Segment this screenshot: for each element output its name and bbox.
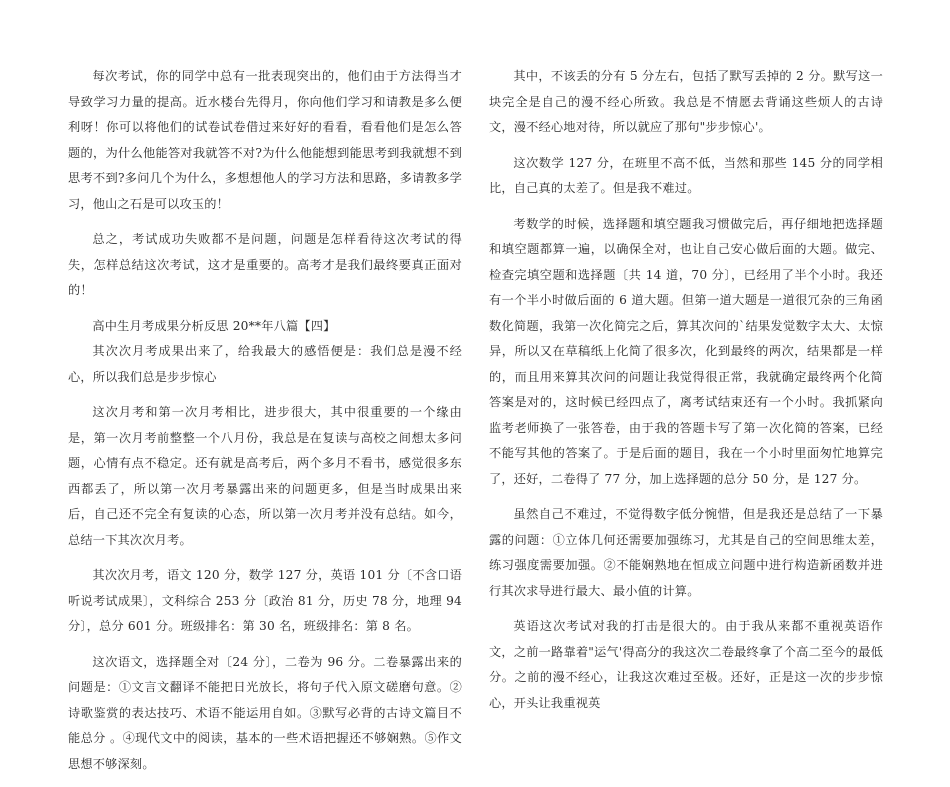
right-column	[489, 64, 883, 726]
paragraph-math-score: 这次数学 127 分，在班里不高不低，当然和那些 145 分的同学相比，自己真的太差了。但是我不难过。	[489, 155, 883, 195]
paragraph-chinese-analysis: 这次语文，选择题全对〔24 分〕，二卷为 96 分。二卷暴露出来的问题是：①文言文翻译不能把日光放长，将句子代入原文磋磨句意。②诗歌鉴赏的表达技巧、术语不能运用自如。③默写必背的古诗文篇目不能总分 。④现代文中的阅读，基本的一些术语把握还不够娴熟。⑤作文思想不够深刻。	[68, 654, 462, 771]
paragraph-english: 英语这次考试对我的打击是很大的。由于我从来都不重视英语作文，之前一路靠着"运气'得高分的我这次二卷最终拿了个高二至今的最低分。之前的漫不经心，让我这次难过至极。还好，正是这一次的步步惊心，开头让我重视英	[489, 619, 883, 710]
paragraph-math-process: 考数学的时候，选择题和填空题我习惯做完后，再仔细地把选择题和填空题都算一遍，以确保全对，也让自己安心做后面的大题。做完、检查完填空题和选择题〔共 14 道，70 分〕，已经用了半个小时。我还有一个半小时做后面的 6 道大题。但第一道大题是一道很冗杂的三角函数化简题，我第一次化简完之后，算其次问的`结果发觉数字太大、太惊异，所以又在草稿纸上化简了很多次，化到最终的两次，结果都是一样的，而且用来算其次问的问题让我觉得很正常，我就确定最终两个化简答案是对的，这时候已经四点了，离考试结束还有一个小时。我抓紧向监考老师换了一张答卷，由于我的答题卡写了第一次化简的答案，已经不能写其他的答案了。于是后面的题目，我在一个小时里面匆忙地算完了，还好，二卷得了 77 分，加上选择题的总分 50 分，是 127 分。	[489, 216, 883, 486]
paragraph-learn-from-classmates: 每次考试，你的同学中总有一批表现突出的，他们由于方法得当才导致学习力量的提高。近水楼台先得月，你向他们学习和请教是多么便利呀！你可以将他们的试卷试卷借过来好好的看看，看看他们是怎么答题的，为什么他能答对我就答不对?为什么他能想到能思考到我就想不到思考不到?多问几个为什么，多想想他人的学习方法和思路，多请教多学习，他山之石是可以攻玉的！	[68, 69, 462, 211]
paragraph-lost-points: 其中，不该丢的分有 5 分左右，包括了默写丢掉的 2 分。默写这一块完全是自己的漫不经心所致。我总是不情愿去背诵这些烦人的古诗文，漫不经心地对待，所以就应了那句"步步惊心'。	[489, 69, 883, 134]
left-column	[68, 64, 462, 787]
paragraph-summary: 总之，考试成功失败都不是问题，问题是怎样看待这次考试的得失，怎样总结这次考试，这才是重要的。高考才是我们最终要真正面对的！	[68, 232, 462, 297]
paragraph-second-exam-insight: 其次次月考成果出来了，给我最大的感悟便是：我们总是漫不经心，所以我们总是步步惊心	[68, 344, 462, 384]
paragraph-progress-comparison: 这次月考和第一次月考相比，进步很大，其中很重要的一个缘由是，第一次月考前整整一个八月份，我总是在复读与高校之间想太多问题，心情有点不稳定。还有就是高考后，两个多月不看书，感觉很多东西都丢了，所以第一次月考暴露出来的问题更多，但是当时成果出来后，自己还不完全有复读的心态，所以第一次月考并没有总结。如今，总结一下其次次月考。	[68, 405, 462, 547]
paragraph-scores: 其次次月考，语文 120 分，数学 127 分，英语 101 分〔不含口语听说考试成果〕，文科综合 253 分〔政治 81 分，历史 78 分，地理 94 分〕，总分 601 分。班级排名：第 30 名，班级排名：第 8 名。	[68, 568, 462, 633]
section-title: 高中生月考成果分析反思 20**年八篇【四】	[92, 318, 336, 333]
paragraph-math-problems: 虽然自己不难过，不觉得数字低分惋惜，但是我还是总结了一下暴露的问题：①立体几何还需要加强练习，尤其是自己的空间思维太差，练习强度需要加强。②不能娴熟地在恒成立问题中进行构造新函数并进行其次求导进行最大、最小值的计算。	[489, 507, 883, 598]
